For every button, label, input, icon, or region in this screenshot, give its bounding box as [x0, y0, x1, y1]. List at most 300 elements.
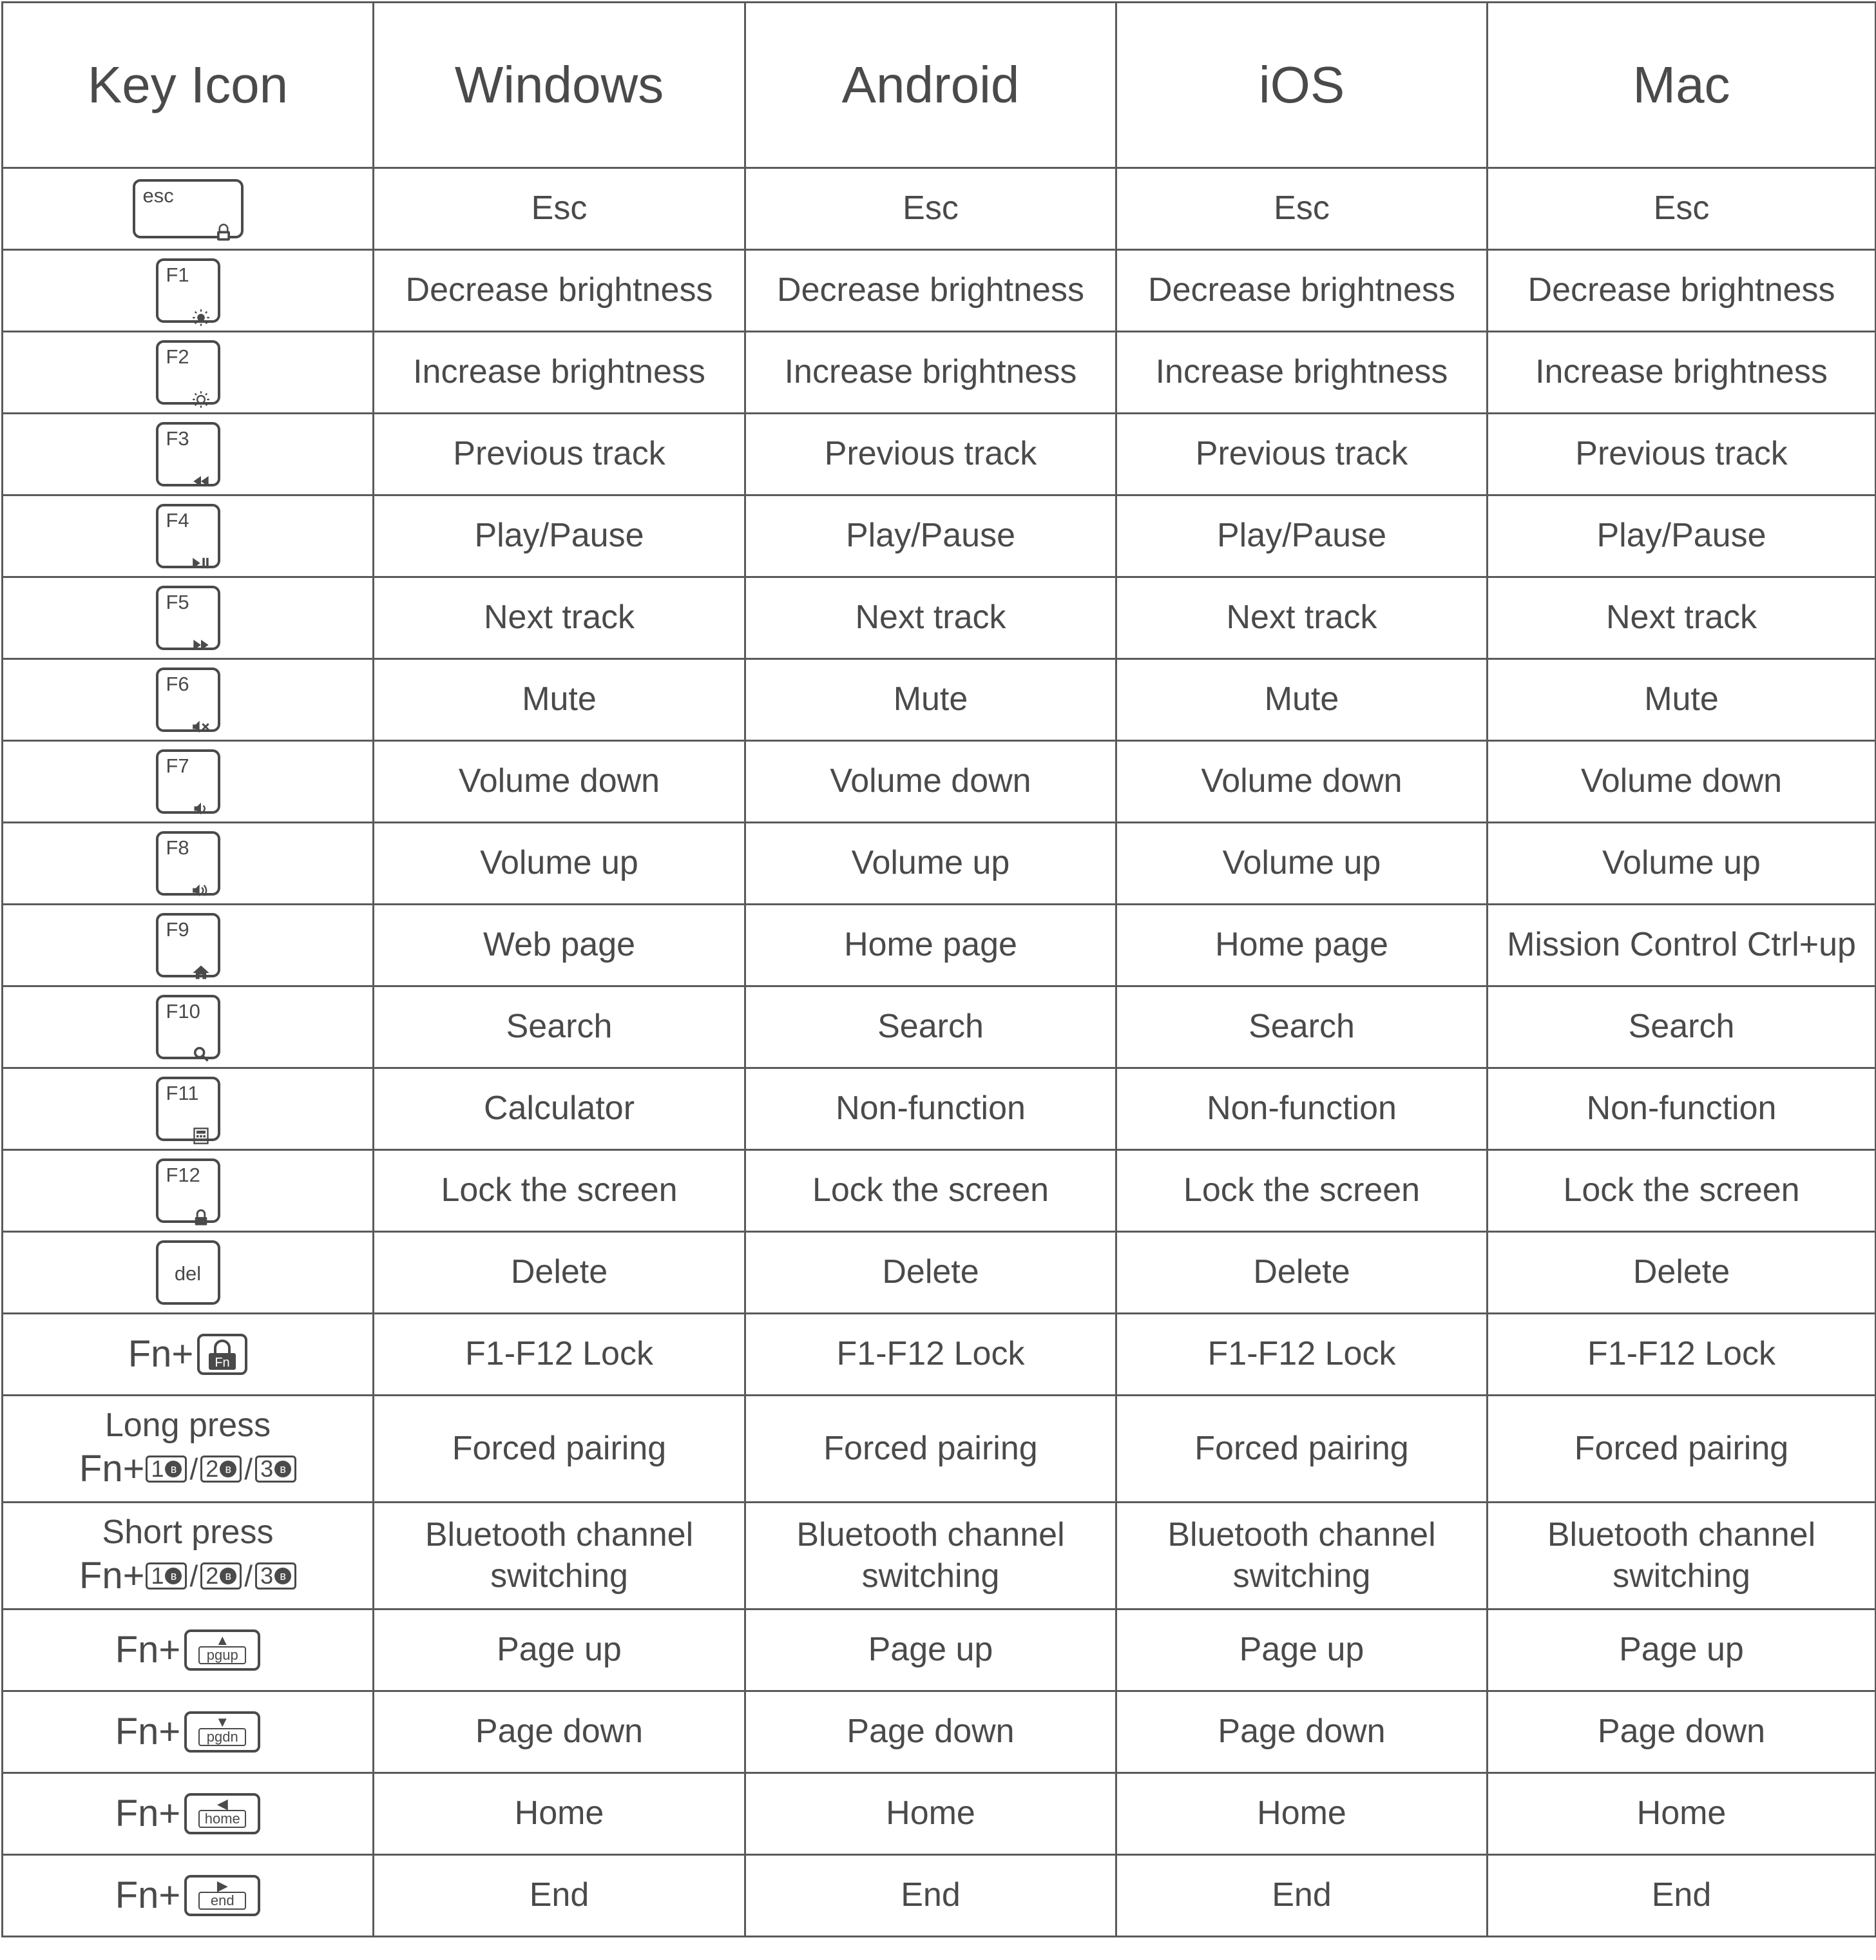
key-icon-cell: [3, 1503, 374, 1609]
function-text: Page down: [1218, 1713, 1386, 1751]
function-text: Calculator: [483, 1090, 635, 1128]
ios-function-cell: [1116, 1150, 1488, 1232]
fn-prefix: Fn+: [115, 1710, 181, 1753]
android-function-cell: [745, 1150, 1116, 1232]
table-row: [3, 1855, 1876, 1937]
ios-function-cell: [1116, 1396, 1488, 1503]
key-icon-cell: [3, 1068, 374, 1150]
lock-icon: [192, 1196, 210, 1214]
android-function-cell: [745, 1609, 1116, 1691]
function-text: Mute: [522, 680, 597, 718]
function-text: Decrease brightness: [1527, 271, 1835, 309]
function-text: Bluetooth channel switching: [1547, 1516, 1816, 1595]
function-text: Home: [514, 1794, 604, 1832]
android-function-cell: [745, 495, 1116, 577]
key-icon-cell: [3, 1396, 374, 1503]
android-function-cell: [745, 741, 1116, 823]
windows-function-cell: [374, 1396, 745, 1503]
windows-function-cell: [374, 905, 745, 986]
windows-function-cell: [374, 414, 745, 495]
mac-function-cell: [1488, 332, 1876, 414]
android-function-cell: [745, 414, 1116, 495]
function-text: Previous track: [453, 435, 665, 473]
table-row: [3, 168, 1876, 250]
android-function-cell: [745, 986, 1116, 1068]
function-text: Previous track: [1195, 435, 1408, 473]
function-text: Play/Pause: [845, 517, 1016, 555]
function-text: Delete: [882, 1253, 979, 1291]
mac-function-cell: [1488, 250, 1876, 332]
bluetooth-channel-key: [255, 1562, 296, 1590]
channel-number: 1: [151, 1562, 164, 1590]
fn-lock-key: [197, 1334, 247, 1375]
function-text: Home: [1636, 1794, 1727, 1832]
mac-function-cell: [1488, 1068, 1876, 1150]
function-text: Play/Pause: [474, 517, 644, 555]
function-text: Page up: [868, 1631, 993, 1669]
mute-icon: [192, 705, 210, 723]
bluetooth-channel-key: [146, 1456, 187, 1483]
separator: /: [189, 1559, 198, 1593]
function-text: Non-function: [1586, 1090, 1777, 1128]
function-text: Forced pairing: [452, 1429, 667, 1467]
android-function-cell: [745, 1396, 1116, 1503]
table-row: [3, 495, 1876, 577]
f1-key: [156, 258, 220, 323]
channel-number: 2: [206, 1456, 219, 1483]
function-text: Esc: [531, 189, 588, 227]
mac-function-cell: [1488, 414, 1876, 495]
mac-function-cell: [1488, 1609, 1876, 1691]
function-text: Increase brightness: [1155, 353, 1448, 391]
function-text: Search: [1628, 1008, 1735, 1046]
pgdn-key: [184, 1711, 260, 1753]
f9-key: [156, 913, 220, 977]
key-label: F4: [166, 509, 189, 532]
key-icon-cell: [3, 332, 374, 414]
key-icon-cell: [3, 823, 374, 905]
function-text: Next track: [1605, 599, 1757, 637]
mac-function-cell: [1488, 1150, 1876, 1232]
key-icon-cell: [3, 1855, 374, 1937]
function-text: Mute: [1264, 680, 1339, 718]
key-icon-cell: [3, 168, 374, 250]
function-text: Esc: [1274, 189, 1330, 227]
key-icon-cell: [3, 905, 374, 986]
table-body: [3, 168, 1876, 1937]
ios-function-cell: [1116, 577, 1488, 659]
press-type: Long press: [104, 1407, 271, 1445]
key-icon-cell: [3, 250, 374, 332]
function-text: Search: [506, 1008, 613, 1046]
function-text: Bluetooth channel switching: [796, 1516, 1065, 1595]
play-pause-icon: [192, 541, 210, 559]
esc-key: [133, 179, 244, 238]
windows-function-cell: [374, 986, 745, 1068]
mac-function-cell: [1488, 823, 1876, 905]
header-windows: Windows: [374, 3, 745, 168]
brightness-down-icon: [192, 296, 210, 314]
function-text: Mute: [1644, 680, 1719, 718]
function-text: Home page: [1215, 926, 1388, 964]
function-text: Volume down: [830, 762, 1031, 800]
bluetooth-channel-key: [146, 1562, 187, 1590]
table-row: [3, 577, 1876, 659]
function-text: Decrease brightness: [405, 271, 713, 309]
fn-nav-combo: [115, 1709, 261, 1755]
mac-function-cell: [1488, 1232, 1876, 1314]
function-text: Bluetooth channel switching: [1167, 1516, 1436, 1595]
table-row: [3, 332, 1876, 414]
key-icon-cell: [3, 1314, 374, 1396]
f3-key: [156, 422, 220, 486]
android-function-cell: [745, 1314, 1116, 1396]
table-row: [3, 1396, 1876, 1503]
function-text: Non-function: [836, 1090, 1026, 1128]
bluetooth-channel-key: [200, 1562, 242, 1590]
f4-key: [156, 504, 220, 568]
key-icon-cell: [3, 1150, 374, 1232]
android-function-cell: [745, 823, 1116, 905]
table-row: [3, 414, 1876, 495]
volume-up-icon: [192, 869, 210, 887]
function-text: Page up: [1619, 1631, 1744, 1669]
key-label: F9: [166, 918, 189, 941]
function-text: Previous track: [824, 435, 1037, 473]
fn-prefix: Fn+: [79, 1554, 145, 1597]
header-key-icon: Key Icon: [3, 3, 374, 168]
mac-function-cell: [1488, 741, 1876, 823]
table-row: [3, 986, 1876, 1068]
function-text: Play/Pause: [1596, 517, 1766, 555]
key-label: F8: [166, 836, 189, 859]
function-text: Search: [1249, 1008, 1355, 1046]
ios-function-cell: [1116, 495, 1488, 577]
header-android: Android: [745, 3, 1116, 168]
key-icon-cell: [3, 1773, 374, 1855]
f6-key: [156, 668, 220, 732]
key-icon-cell: [3, 495, 374, 577]
function-text: Lock the screen: [1183, 1171, 1421, 1209]
table-row: [3, 1773, 1876, 1855]
ios-function-cell: [1116, 414, 1488, 495]
ios-function-cell: [1116, 1609, 1488, 1691]
function-text: Volume down: [1201, 762, 1402, 800]
bluetooth-icon: ʙ: [274, 1461, 291, 1477]
del-key: [156, 1240, 220, 1305]
ios-function-cell: [1116, 823, 1488, 905]
table-row: [3, 1150, 1876, 1232]
channel-number: 3: [260, 1562, 274, 1590]
ios-function-cell: [1116, 1773, 1488, 1855]
ios-function-cell: [1116, 986, 1488, 1068]
separator: /: [244, 1559, 253, 1593]
ios-function-cell: [1116, 905, 1488, 986]
function-text: Mission Control Ctrl+up: [1507, 926, 1856, 964]
android-function-cell: [745, 1773, 1116, 1855]
function-text: Lock the screen: [812, 1171, 1049, 1209]
ios-function-cell: [1116, 1503, 1488, 1609]
function-text: Forced pairing: [1194, 1429, 1409, 1467]
key-label: F11: [166, 1082, 199, 1104]
android-function-cell: [745, 905, 1116, 986]
ios-function-cell: [1116, 1232, 1488, 1314]
mac-function-cell: [1488, 986, 1876, 1068]
key-label: F1: [166, 264, 189, 286]
function-text: Esc: [1653, 189, 1710, 227]
key-icon-cell: [3, 986, 374, 1068]
ios-function-cell: [1116, 1691, 1488, 1773]
end-key: [184, 1875, 260, 1916]
mac-function-cell: [1488, 1314, 1876, 1396]
key-label: F3: [166, 427, 189, 450]
key-label: pgup: [198, 1646, 246, 1664]
key-label: F10: [166, 1000, 200, 1023]
home-key: [184, 1793, 260, 1834]
f10-key: [156, 995, 220, 1059]
function-text: Web page: [483, 926, 636, 964]
key-icon-cell: [3, 741, 374, 823]
function-text: Increase brightness: [413, 353, 705, 391]
android-function-cell: [745, 1691, 1116, 1773]
pgup-key: [184, 1629, 260, 1671]
key-label: esc: [142, 184, 174, 207]
function-text: Volume down: [1580, 762, 1783, 800]
header-row: [3, 3, 1876, 168]
key-label: end: [198, 1892, 246, 1910]
separator: /: [244, 1452, 253, 1486]
volume-down-icon: [192, 787, 210, 805]
ios-function-cell: [1116, 741, 1488, 823]
fn-prefix: Fn+: [115, 1874, 181, 1916]
windows-function-cell: [374, 741, 745, 823]
key-icon-cell: [3, 414, 374, 495]
arrow-icon: ▲: [215, 1632, 230, 1648]
header-mac: Mac: [1488, 3, 1876, 168]
table-row: [3, 905, 1876, 986]
android-function-cell: [745, 1232, 1116, 1314]
table-row: [3, 1232, 1876, 1314]
key-icon-cell: [3, 1609, 374, 1691]
android-function-cell: [745, 168, 1116, 250]
function-text: Page down: [847, 1713, 1015, 1751]
ios-function-cell: [1116, 659, 1488, 741]
mac-function-cell: [1488, 168, 1876, 250]
function-text: Lock the screen: [1563, 1171, 1800, 1209]
ios-function-cell: [1116, 332, 1488, 414]
key-label: F5: [166, 591, 189, 613]
key-label: pgdn: [198, 1728, 246, 1746]
key-icon-cell: [3, 1232, 374, 1314]
table-row: [3, 1503, 1876, 1609]
fn-lock-combo: [128, 1332, 248, 1378]
brightness-up-icon: [192, 378, 210, 396]
function-text: Volume up: [480, 844, 638, 882]
function-text: F1-F12 Lock: [465, 1335, 653, 1373]
android-function-cell: [745, 332, 1116, 414]
windows-function-cell: [374, 1068, 745, 1150]
press-type: Short press: [102, 1513, 274, 1552]
function-text: Delete: [1253, 1253, 1350, 1291]
windows-function-cell: [374, 168, 745, 250]
fn-prefix: Fn+: [115, 1628, 181, 1671]
function-text: Volume up: [1602, 844, 1761, 882]
function-text: Next track: [1226, 599, 1377, 637]
bluetooth-channel-key: [200, 1456, 242, 1483]
key-icon-cell: [3, 659, 374, 741]
function-text: Mute: [893, 680, 968, 718]
arrow-icon: ▶: [216, 1878, 228, 1894]
windows-function-cell: [374, 495, 745, 577]
bluetooth-icon: ʙ: [220, 1461, 236, 1477]
fn-prefix: Fn+: [79, 1447, 145, 1490]
bluetooth-channel-key: [255, 1456, 296, 1483]
key-label: del: [174, 1262, 202, 1285]
arrow-icon: ◀: [216, 1796, 228, 1812]
android-function-cell: [745, 1068, 1116, 1150]
home-icon: [192, 950, 210, 968]
function-text: Non-function: [1207, 1090, 1397, 1128]
windows-function-cell: [374, 577, 745, 659]
function-text: Volume up: [1222, 844, 1381, 882]
ios-function-cell: [1116, 250, 1488, 332]
ios-function-cell: [1116, 1855, 1488, 1937]
function-text: Next track: [855, 599, 1006, 637]
function-text: Forced pairing: [1574, 1429, 1789, 1467]
channel-combo: [79, 1446, 296, 1492]
key-label: home: [198, 1810, 246, 1828]
fn-nav-combo: [115, 1873, 261, 1919]
key-label: F7: [166, 754, 189, 777]
function-text: F1-F12 Lock: [1207, 1335, 1396, 1373]
fn-prefix: Fn+: [128, 1332, 194, 1375]
android-function-cell: [745, 1503, 1116, 1609]
android-function-cell: [745, 577, 1116, 659]
fn-prefix: Fn+: [115, 1792, 181, 1834]
f2-key: [156, 340, 220, 405]
function-text: End: [1651, 1876, 1712, 1914]
table-row: [3, 250, 1876, 332]
table-row: [3, 823, 1876, 905]
f7-key: [156, 749, 220, 814]
table-row: [3, 1314, 1876, 1396]
windows-function-cell: [374, 1609, 745, 1691]
windows-function-cell: [374, 659, 745, 741]
mac-function-cell: [1488, 1691, 1876, 1773]
mac-function-cell: [1488, 905, 1876, 986]
fn-nav-combo: [115, 1791, 261, 1837]
channel-number: 2: [206, 1562, 219, 1590]
windows-function-cell: [374, 1232, 745, 1314]
function-text: Previous track: [1575, 435, 1788, 473]
channel-number: 3: [260, 1456, 274, 1483]
function-text: Home: [1257, 1794, 1346, 1832]
table-row: [3, 741, 1876, 823]
function-text: Forced pairing: [823, 1429, 1038, 1467]
f5-key: [156, 586, 220, 650]
arrow-icon: ▼: [215, 1714, 230, 1730]
windows-function-cell: [374, 1503, 745, 1609]
function-text: Esc: [903, 189, 959, 227]
function-text: Page down: [475, 1713, 644, 1751]
windows-function-cell: [374, 250, 745, 332]
function-text: Decrease brightness: [1148, 271, 1455, 309]
f12-key: [156, 1158, 220, 1223]
windows-function-cell: [374, 1314, 745, 1396]
channel-combo: [79, 1553, 296, 1599]
windows-function-cell: [374, 1150, 745, 1232]
search-icon: [192, 1032, 210, 1050]
function-text: End: [1272, 1876, 1332, 1914]
table-row: [3, 1609, 1876, 1691]
calculator-icon: [192, 1114, 210, 1132]
function-text: Volume up: [851, 844, 1010, 882]
function-text: Increase brightness: [784, 353, 1077, 391]
mac-function-cell: [1488, 1855, 1876, 1937]
function-text: Delete: [1632, 1253, 1730, 1291]
function-text: Next track: [483, 599, 635, 637]
fn-lock-icon: [214, 211, 233, 231]
f11-key: [156, 1077, 220, 1141]
bluetooth-icon: ʙ: [220, 1568, 236, 1584]
function-text: Page down: [1597, 1713, 1766, 1751]
mac-function-cell: [1488, 495, 1876, 577]
next-track-icon: [192, 623, 210, 641]
bluetooth-icon: ʙ: [165, 1568, 182, 1584]
android-function-cell: [745, 1855, 1116, 1937]
fn-lock-key-label: Fn: [215, 1356, 230, 1370]
separator: /: [189, 1452, 198, 1486]
channel-number: 1: [151, 1456, 164, 1483]
mac-function-cell: [1488, 577, 1876, 659]
windows-function-cell: [374, 1691, 745, 1773]
fn-lock-icon: [205, 1339, 240, 1371]
function-text: Page up: [497, 1631, 622, 1669]
function-text: F1-F12 Lock: [1587, 1335, 1776, 1373]
windows-function-cell: [374, 332, 745, 414]
function-text: Delete: [510, 1253, 608, 1291]
mac-function-cell: [1488, 1773, 1876, 1855]
mac-function-cell: [1488, 659, 1876, 741]
function-text: F1-F12 Lock: [836, 1335, 1025, 1373]
mac-function-cell: [1488, 1396, 1876, 1503]
table-row: [3, 659, 1876, 741]
table-row: [3, 1068, 1876, 1150]
android-function-cell: [745, 250, 1116, 332]
function-text: Page up: [1239, 1631, 1364, 1669]
bluetooth-icon: ʙ: [274, 1568, 291, 1584]
key-icon-cell: [3, 1691, 374, 1773]
function-text: Play/Pause: [1216, 517, 1387, 555]
function-text: Decrease brightness: [777, 271, 1084, 309]
windows-function-cell: [374, 1855, 745, 1937]
previous-track-icon: [192, 459, 210, 477]
mac-function-cell: [1488, 1503, 1876, 1609]
key-label: F12: [166, 1164, 200, 1186]
function-text: Search: [877, 1008, 984, 1046]
android-function-cell: [745, 659, 1116, 741]
function-text: Home page: [844, 926, 1017, 964]
function-text: End: [529, 1876, 589, 1914]
fn-nav-combo: [115, 1628, 261, 1673]
ios-function-cell: [1116, 168, 1488, 250]
windows-function-cell: [374, 823, 745, 905]
function-text: End: [901, 1876, 961, 1914]
header-ios: iOS: [1116, 3, 1488, 168]
keyboard-function-table: [1, 1, 1876, 1937]
table-row: [3, 1691, 1876, 1773]
key-label: F6: [166, 673, 189, 695]
